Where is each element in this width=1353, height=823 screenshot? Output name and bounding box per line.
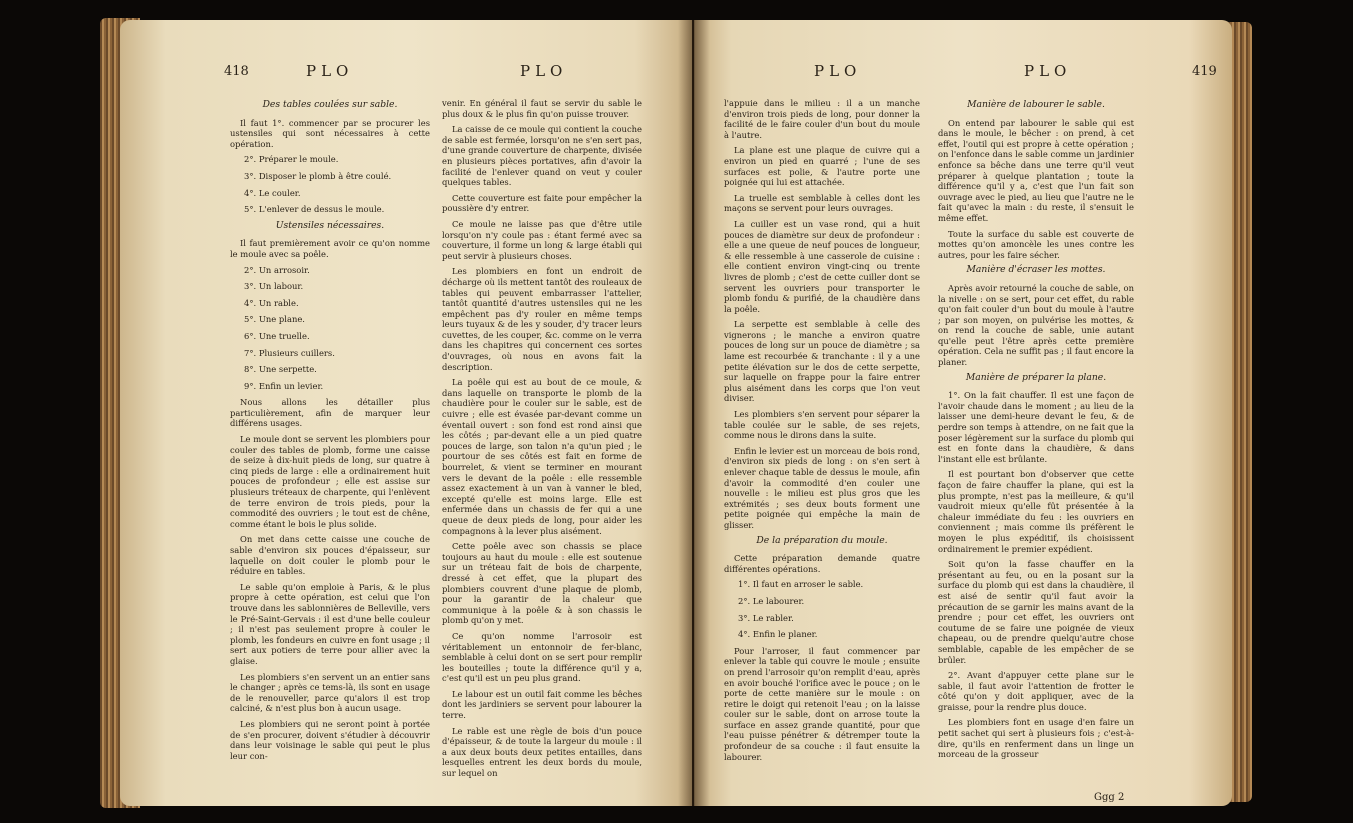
paragraph: l'appuie dans le milieu : il a un manche d'environ trois pieds de long, pour donner la facilité de le faire couler d'un bout du moule à l'autre. <box>724 98 920 140</box>
paragraph: Enfin le levier est un morceau de bois rond, d'environ six pieds de long : on s'en sert à enlever chaque table de dessus le moule, afin d'avoir la commodité d'en couler une nouvelle : le milieu est plus gros que les extrémités ; ses deux bouts forment une petite poignée qui empêche la main de glisser. <box>724 445 921 530</box>
paragraph: 3°. Le rabler. <box>738 612 794 623</box>
paragraph: La cuiller est un vase rond, qui a huit pouces de diamètre sur deux de profondeur : elle a une queue de neuf pouces de longueur, & elle ressemble à une casserole de cuisine : elle contient environ vingt-cinq ou trente livres de plomb ; c'est de cette cuiller dont se servent les ouvriers pour transporter le plomb fondu & purifié, de la chaudière dans la poêle. <box>724 218 920 314</box>
paragraph: 2°. Le labourer. <box>738 595 805 606</box>
left-running-head-2: PLO <box>520 62 568 80</box>
paragraph: Nous allons les détailler plus particulièrement, afin de marquer leur différens usages. <box>230 397 430 429</box>
paragraph: 1°. On la fait chauffer. Il est une façon de l'avoir chaude dans le moment ; au lieu de la laisser une demi-heure devant le feu, & de perdre son temps à attendre, on ne fait que la poser légèrement sur la surface du plomb qui est en fonte dans la chaudière, & dans l'instant elle est brûlante. <box>938 390 1134 464</box>
paragraph: 4°. Enfin le planer. <box>738 629 818 640</box>
paragraph: Ce moule ne laisse pas que d'être utile lorsqu'on n'y coule pas : étant fermé avec sa couverture, il forme un long & large établi qui peut servir à plusieurs choses. <box>442 218 642 261</box>
section-heading: Manière de labourer le sable. <box>967 99 1105 110</box>
paragraph: Le sable qu'on emploie à Paris, & le plus propre à cette opération, est celui que l'on trouve dans les sablonnières de Belleville, vers le Pré-Saint-Gervais : il est d'une belle couleur ; il n'est pas seulement propre à couler le plomb, les fondeurs en cuivre en font usage ; il sert aux potiers de terre pour allier avec la glaise. <box>230 581 430 666</box>
paragraph: Après avoir retourné la couche de sable, on la nivelle : on se sert, pour cet effet, du rable qu'on fait couler d'un bout du moule à l'autre ; par son moyen, on pulvérise les mottes, & on rend la couche de sable, unie autant qu'elle peut l'être après cette première opération. Cela ne suffit pas ; il faut encore la planer. <box>938 282 1134 368</box>
paragraph: 2°. Un arrosoir. <box>244 264 310 275</box>
paragraph: Ce qu'on nomme l'arrosoir est véritablement un entonnoir de fer-blanc, semblable à celui dont on se sert pour remplir les bouteilles ; toute la différence qu'il y a, c'est qu'il est un peu plus grand. <box>442 630 642 684</box>
right-running-head-2: PLO <box>1024 62 1072 80</box>
paragraph: Toute la surface du sable est couverte de mottes qu'on amoncèle les unes contre les autres, pour les faire sécher. <box>938 228 1134 260</box>
paragraph: Cette préparation demande quatre différentes opérations. <box>724 553 920 574</box>
paragraph: 4°. Le couler. <box>244 187 301 198</box>
paragraph: 3°. Disposer le plomb à être coulé. <box>244 170 392 181</box>
paragraph: Le rable est une règle de bois d'un pouce d'épaisseur, & de toute la largeur du moule : il a aux deux bouts deux petites entailles, dans lesquelles entrent les deux bords du moule, sur lequel on <box>442 725 642 779</box>
left-running-head-1: PLO <box>306 62 354 80</box>
paragraph: 6°. Une truelle. <box>244 330 310 341</box>
left-page-column-2 <box>442 98 642 784</box>
section-heading: Ustensiles nécessaires. <box>275 219 385 231</box>
right-page-column-1 <box>724 98 920 767</box>
paragraph: 7°. Plusieurs cuillers. <box>244 347 335 358</box>
paragraph: La poêle qui est au bout de ce moule, & dans laquelle on transporte le plomb de la chaudière pour le couler sur le sable, est de cuivre ; elle est évasée par-devant comme un éventail ouvert : son fond est rond ainsi que les côtés ; par-devant elle a un pied quatre pouces de large, son talon n'a qu'un pied ; le pourtour de ses côtés est fait en forme de bourrelet, & vient se terminer en mourant vers le devant de la poêle : elle ressemble assez exactement à un van à vanner le bled, excepté qu'elle est moins large. Elle est enfermée dans un chassis de fer qui a une queue de deux pieds de long, pour aider les compagnons à la lever plus aisément. <box>442 377 642 536</box>
book-gutter <box>678 20 710 806</box>
left-page <box>120 20 692 806</box>
paragraph: Les plombiers font en usage d'en faire un petit sachet qui sert à plusieurs fois ; c'est-à-dire, qu'ils en renferment dans un linge un morceau de la grosseur <box>938 717 1134 760</box>
section-heading: De la préparation du moule. <box>756 534 888 546</box>
paragraph: Soit qu'on la fasse chauffer en la présentant au feu, ou en la posant sur la surface du plomb qui est dans la chaudière, il est aisé de sentir qu'il faut avoir la précaution de se garnir les mains avant de la prendre ; pour cet effet, les ouvriers ont coutume de se faire une poignée de vieux chapeau, ou de prendre quelqu'autre chose semblable, capable de les empêcher de se brûler. <box>938 559 1134 665</box>
paragraph: La truelle est semblable à celles dont les maçons se servent pour leurs ouvrages. <box>724 192 920 214</box>
paragraph: Les plombiers qui ne seront point à portée de s'en procurer, doivent s'étudier à découvrir dans leur voisinage le sable qui peut le plus leur con- <box>230 718 430 761</box>
paragraph: On entend par labourer le sable qui est dans le moule, le bêcher : on prend, à cet effet, l'outil qui est propre à cette opération ; on l'enfonce dans le sable comme un jardinier enfonce sa bêche dans une terre qu'il veut préparer à quelque plantation ; toute la différence qu'il y a, c'est que l'un fait son ouvrage avec le pied, au lieu que l'autre ne le fait qu'avec la main : du reste, il s'ensuit le même effet. <box>938 117 1134 223</box>
paragraph: 4°. Un rable. <box>244 297 299 308</box>
paragraph: 5°. L'enlever de dessus le moule. <box>244 204 385 215</box>
paragraph: Pour l'arroser, il faut commencer par enlever la table qui couvre le moule ; ensuite on prend l'arrosoir qu'on remplit d'eau, après en avoir bouché l'orifice avec le pouce ; on le porte de cette manière sur le moule : on retire le doigt qui retenoit l'eau ; on la laisse couler sur le sable, dont on arrose toute la surface en assez grande quantité, pour que l'eau puisse pénétrer & détremper toute la profondeur de sa couche : il faut ensuite la labourer. <box>724 645 920 762</box>
paragraph: 1°. Il faut en arroser le sable. <box>738 579 864 590</box>
paragraph: 2°. Avant d'appuyer cette plane sur le sable, il faut avoir l'attention de frotter le côté qu'on y doit appliquer, avec de la graisse, pour la rendre plus douce. <box>938 670 1134 712</box>
paragraph: 5°. Une plane. <box>244 314 305 325</box>
section-heading: Des tables coulées sur sable. <box>262 99 398 110</box>
right-page-column-2 <box>938 98 1134 765</box>
paragraph: La caisse de ce moule qui contient la couche de sable est fermée, lorsqu'on ne s'en sert pas, d'une grande couverture de charpente, divisée en plusieurs pièces portatives, afin d'avoir la facilité de l'enlever quand on veut y couler quelques tables. <box>442 124 642 188</box>
paragraph: Le labour est un outil fait comme les bêches dont les jardiniers se servent pour labourer la terre. <box>442 688 642 721</box>
paragraph: La serpette est semblable à celle des vignerons ; le manche a environ quatre pouces de long sur un pouce de diamètre ; sa lame est recourbée & tranchante : il y a une petite élévation sur le dos de cette serpette, sur laquelle on frappe pour la faire entrer plus aisément dans les corps que l'on veut diviser. <box>724 319 920 404</box>
paragraph: Cette poêle avec son chassis se place toujours au haut du moule : elle est soutenue sur un tréteau fait de bois de charpente, dressé à cet effet, que la plupart des plombiers couvrent d'une plaque de plomb, pour la garantir de la chaleur que communique à la poêle & à son chassis le plomb qu'on y met. <box>442 541 642 626</box>
paragraph: Le moule dont se servent les plombiers pour couler des tables de plomb, forme une caisse de seize à dix-huit pieds de long, sur quatre à cinq pieds de large : elle a ordinairement huit pouces de profondeur ; elle est assise sur plusieurs tréteaux de charpente, qui l'enlèvent de terre environ de trois pieds, pour la commodité des ouvriers ; le tout est de chêne, comme étant le bois le plus solide. <box>230 434 430 529</box>
paragraph: Les plombiers s'en servent pour séparer la table coulée sur le sable, de ses rejets, comme nous le dirons dans la suite. <box>724 409 920 441</box>
paragraph: Les plombiers s'en servent un an entier sans le changer ; après ce tems-là, ils sont en usage de le renouveller, parce qu'alors il est trop calciné, & n'est plus bon à aucun usage. <box>230 671 430 714</box>
paragraph: venir. En général il faut se servir du sable le plus doux & le plus fin qu'on puisse trouver. <box>442 98 642 119</box>
right-running-head-1: PLO <box>814 62 862 80</box>
left-page-number: 418 <box>224 64 249 79</box>
left-page-column-1 <box>230 98 430 766</box>
paragraph: Cette couverture est faite pour empêcher la poussière d'y entrer. <box>442 192 642 214</box>
paragraph: On met dans cette caisse une couche de sable d'environ six pouces d'épaisseur, sur laquelle on doit couler le plomb pour le réduire en tables. <box>230 534 430 577</box>
right-page-number: 419 <box>1192 64 1217 79</box>
paragraph: 9°. Enfin un levier. <box>244 380 324 391</box>
paragraph: La plane est une plaque de cuivre qui a environ un pied en quarré ; l'une de ses surfaces est polie, & l'autre porte une poignée qui lui est attachée. <box>724 145 920 188</box>
catchword-signature: Ggg 2 <box>1094 792 1125 803</box>
paragraph: Il faut 1°. commencer par se procurer les ustensiles qui sont nécessaires à cette opération. <box>230 117 430 149</box>
paragraph: Il faut premièrement avoir ce qu'on nomme le moule avec sa poêle. <box>230 238 430 259</box>
paragraph: Il est pourtant bon d'observer que cette façon de faire chauffer la plane, qui est la plus prompte, n'est pas la meilleure, & qu'il vaudroit mieux qu'elle fût présentée à la chaleur immédiate du feu : les ouvriers en conviennent ; mais comme ils préfèrent le moyen le plus expéditif, ils choisissent ordinairement le premier expédient. <box>938 469 1134 554</box>
paragraph: Les plombiers en font un endroit de décharge où ils mettent tantôt des rouleaux de tables qui peuvent embarrasser l'attelier, tantôt quantité d'autres ustensiles qui ne les empêchent pas d'y rouler en même temps leurs tuyaux & de les y souder, d'y tracer leurs cuvettes, de les couper, &c. comme on le verra dans les chapitres qui concernent ces sortes d'ouvrages, où nous en avons fait la description. <box>442 266 642 372</box>
right-page <box>694 20 1232 806</box>
paragraph: 8°. Une serpette. <box>244 364 317 375</box>
paragraph: 2°. Préparer le moule. <box>244 154 339 165</box>
paragraph: 3°. Un labour. <box>244 281 304 292</box>
section-heading: Manière de préparer la plane. <box>965 371 1107 383</box>
section-heading: Manière d'écraser les mottes. <box>966 264 1106 276</box>
